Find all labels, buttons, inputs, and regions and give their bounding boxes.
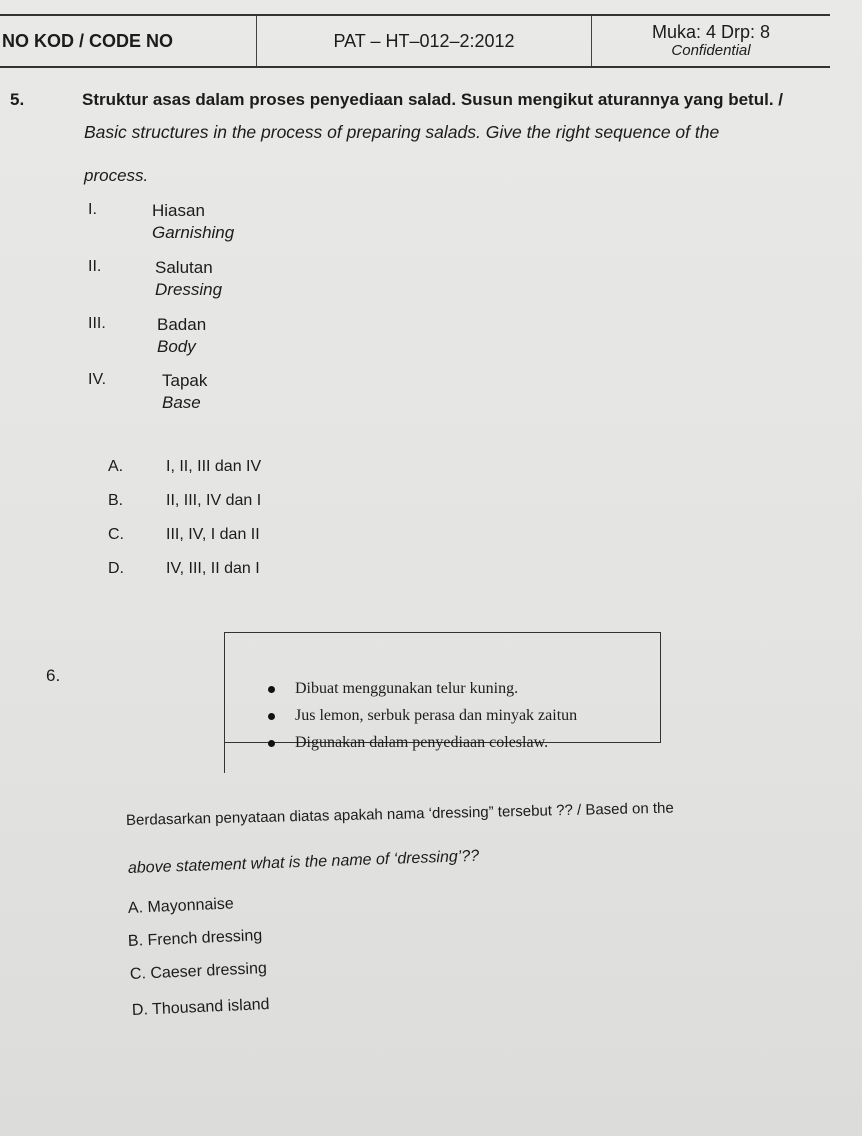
q5-option-d[interactable] bbox=[108, 560, 260, 578]
statement-bullet-2 bbox=[268, 707, 577, 725]
page-meta bbox=[592, 16, 830, 66]
page-number: Muka: 4 Drp: 8 bbox=[651, 22, 771, 42]
confidential-label: Confidential bbox=[671, 42, 751, 59]
item-i-numeral: I. bbox=[88, 201, 97, 218]
q6-option-b[interactable] bbox=[128, 927, 263, 951]
item-ii-english: Dressing bbox=[155, 280, 223, 299]
bullet-dot-icon bbox=[268, 713, 275, 720]
statement-box-edge bbox=[660, 632, 661, 742]
question-5-stem-malay: Struktur asas dalam proses penyediaan salad. Susun mengikut aturannya yang betul. / bbox=[82, 90, 783, 109]
question-5-stem-english-cont: process. bbox=[84, 166, 149, 185]
item-iii-malay: Badan bbox=[157, 315, 207, 334]
item-iii-term bbox=[157, 315, 206, 357]
q6-option-d-letter: D. bbox=[131, 1001, 149, 1019]
item-iii-english: Body bbox=[157, 337, 196, 356]
q6-option-d[interactable] bbox=[132, 996, 270, 1020]
statement-bullet-1 bbox=[268, 680, 518, 698]
code-label: NO KOD / CODE NO bbox=[2, 30, 174, 51]
question-6-stem: Berdasarkan penyataan diatas apakah nama ‘dressing” tersebut ?? / Based on the bbox=[125, 799, 674, 829]
item-ii-malay: Salutan bbox=[155, 258, 213, 277]
q6-option-b-text: French dressing bbox=[147, 927, 263, 950]
bullet-dot-icon bbox=[268, 740, 275, 747]
item-ii-term bbox=[155, 258, 222, 300]
statement-text-3: Digunakan dalam penyediaan coleslaw. bbox=[295, 734, 549, 751]
statement-text-2: Jus lemon, serbuk perasa dan minyak zaitun bbox=[295, 707, 578, 724]
question-6-number: 6. bbox=[46, 666, 61, 685]
q5-option-d-text: IV, III, II dan I bbox=[166, 560, 260, 577]
paper-code: PAT – HT–012–2:2012 bbox=[256, 16, 592, 66]
item-i-term bbox=[152, 201, 234, 243]
item-ii-numeral: II. bbox=[88, 258, 102, 275]
q6-option-c-letter: C. bbox=[129, 965, 147, 983]
item-iv-malay: Tapak bbox=[162, 371, 208, 390]
item-iv-numeral: IV. bbox=[88, 371, 107, 388]
q6-option-b-letter: B. bbox=[127, 932, 144, 950]
item-i-english: Garnishing bbox=[152, 223, 235, 242]
q5-option-d-letter: D. bbox=[108, 560, 124, 577]
item-iv-english: Base bbox=[162, 393, 201, 412]
q6-option-c[interactable] bbox=[130, 960, 268, 984]
question-6-stem-english: above statement what is the name of ‘dressing’?? bbox=[127, 847, 480, 877]
statement-text-1: Dibuat menggunakan telur kuning. bbox=[295, 680, 519, 697]
bullet-dot-icon bbox=[268, 686, 275, 693]
q6-option-a[interactable] bbox=[128, 895, 235, 918]
item-i-malay: Hiasan bbox=[152, 201, 205, 220]
question-5-stem-english: Basic structures in the process of preparing salads. Give the right sequence of the bbox=[84, 122, 720, 142]
page-header bbox=[0, 14, 830, 68]
q5-option-c-letter: C. bbox=[108, 526, 124, 543]
item-iv-term bbox=[162, 371, 207, 413]
q6-option-d-text: Thousand island bbox=[151, 996, 270, 1019]
question-5-number: 5. bbox=[10, 90, 25, 109]
q5-option-c-text: III, IV, I dan II bbox=[166, 526, 260, 543]
q6-option-a-letter: A. bbox=[127, 899, 144, 917]
q5-option-c[interactable] bbox=[108, 526, 260, 544]
q5-option-b-letter: B. bbox=[108, 492, 124, 509]
q5-option-a[interactable] bbox=[108, 458, 261, 476]
q5-option-b[interactable] bbox=[108, 492, 261, 510]
q6-option-a-text: Mayonnaise bbox=[147, 895, 235, 917]
q5-option-a-text: I, II, III dan IV bbox=[166, 458, 262, 475]
q6-option-c-text: Caeser dressing bbox=[150, 960, 268, 983]
item-iii-numeral: III. bbox=[88, 315, 106, 332]
q5-option-a-letter: A. bbox=[108, 458, 124, 475]
q5-option-b-text: II, III, IV dan I bbox=[166, 492, 262, 509]
statement-bullet-3 bbox=[268, 734, 548, 752]
